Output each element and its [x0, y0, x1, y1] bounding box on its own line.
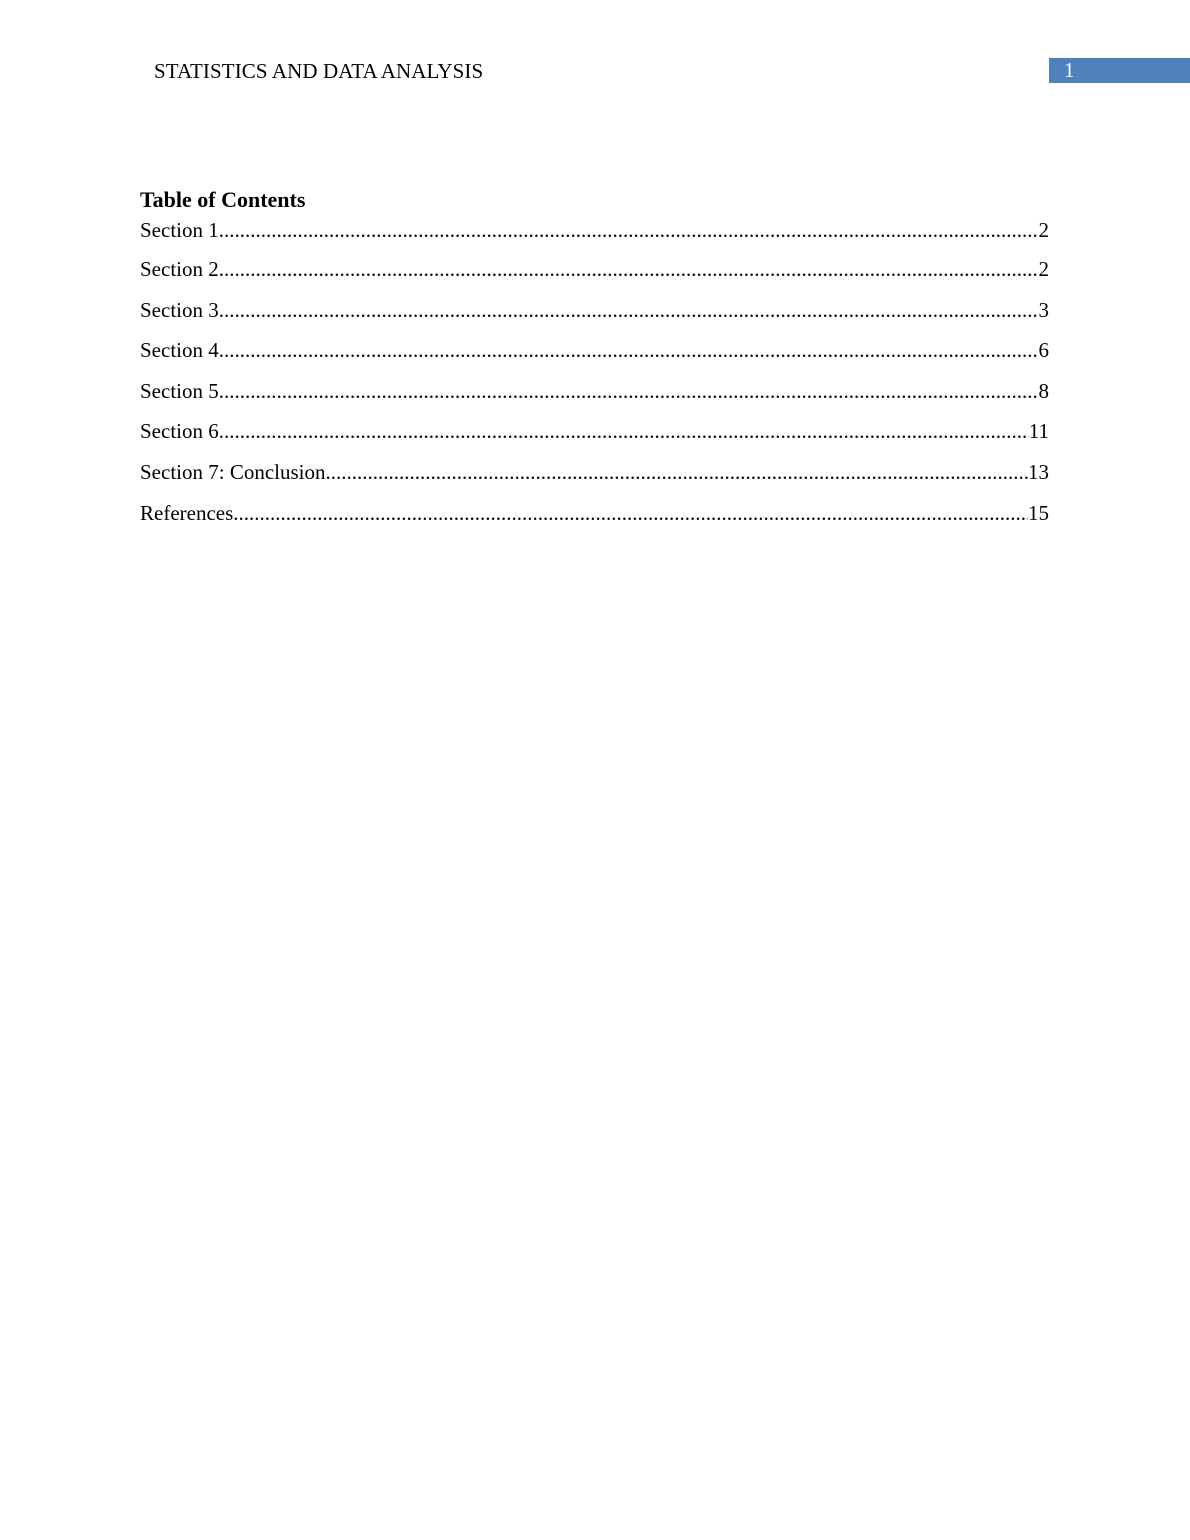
- toc-dot-leader: [233, 496, 1028, 530]
- toc-entry-section-3[interactable]: [140, 293, 1049, 334]
- toc-entry-section-4[interactable]: [140, 333, 1049, 374]
- page-number: 1: [1064, 58, 1075, 82]
- toc-entry-label: Section 5: [140, 378, 219, 403]
- toc-entry-page: 8: [1038, 378, 1049, 403]
- toc-dot-leader: [219, 414, 1029, 448]
- toc-dot-leader: [219, 293, 1039, 327]
- toc-list: [140, 214, 1049, 536]
- toc-entry-references[interactable]: [140, 496, 1049, 537]
- toc-entry-section-7-conclusion[interactable]: [140, 455, 1049, 496]
- toc-entry-page: 13: [1028, 459, 1049, 484]
- toc-dot-leader: [219, 252, 1039, 286]
- toc-entry-page: 15: [1028, 500, 1049, 525]
- toc-entry-page: 3: [1038, 297, 1049, 322]
- toc-entry-label: Section 1: [140, 218, 219, 242]
- toc-dot-leader: [219, 374, 1039, 408]
- toc-entry-label: References: [140, 500, 234, 525]
- toc-entry-page: 11: [1028, 419, 1049, 444]
- toc-entry-page: 6: [1038, 338, 1049, 363]
- page-number-badge: [1049, 58, 1190, 83]
- toc-dot-leader: [219, 214, 1039, 246]
- toc-entry-label: Section 4: [140, 338, 219, 363]
- toc-dot-leader: [326, 455, 1029, 489]
- toc-entry-section-6[interactable]: [140, 414, 1049, 455]
- toc-entry-section-1[interactable]: [140, 214, 1049, 252]
- toc-entry-page: 2: [1038, 257, 1049, 281]
- toc-entry-label: Section 7: Conclusion: [140, 459, 326, 484]
- toc-entry-label: Section 3: [140, 297, 219, 322]
- table-of-contents: [140, 186, 1049, 536]
- toc-entry-label: Section 2: [140, 257, 219, 281]
- toc-entry-label: Section 6: [140, 419, 219, 444]
- toc-entry-section-5[interactable]: [140, 374, 1049, 415]
- toc-entry-page: 2: [1038, 218, 1049, 242]
- toc-dot-leader: [219, 333, 1039, 367]
- toc-title: Table of Contents: [140, 187, 306, 212]
- running-head-title: STATISTICS AND DATA ANALYSIS: [154, 59, 484, 83]
- toc-entry-section-2[interactable]: [140, 252, 1049, 293]
